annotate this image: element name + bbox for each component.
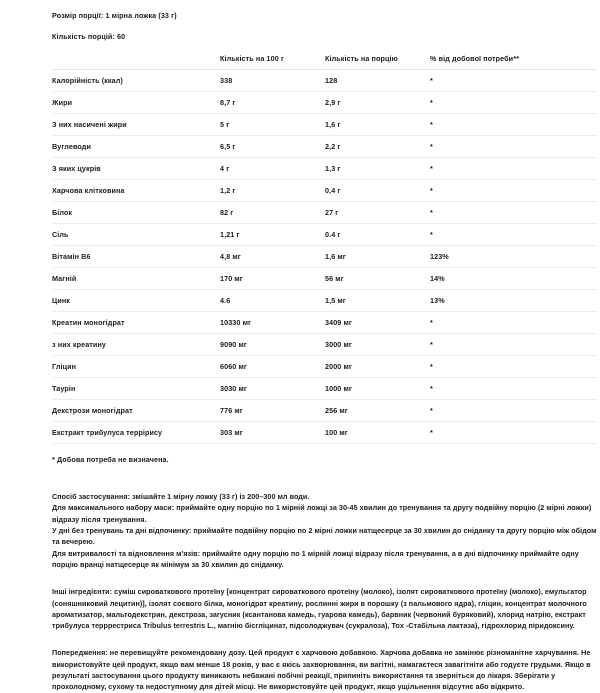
value-daily-percent: * (430, 136, 597, 158)
value-per-100g: 776 мг (220, 400, 325, 422)
value-daily-percent: * (430, 224, 597, 246)
table-row (52, 180, 597, 202)
table-row (52, 268, 597, 290)
value-daily-percent: * (430, 70, 597, 92)
value-per-100g: 10330 мг (220, 312, 325, 334)
value-per-100g: 9090 мг (220, 334, 325, 356)
column-header-daily-value: % від добової потреби** (430, 54, 597, 70)
value-per-serving: 1,3 г (325, 158, 430, 180)
value-daily-percent: * (430, 92, 597, 114)
value-daily-percent: * (430, 312, 597, 334)
table-row (52, 224, 597, 246)
usage-line: Спосіб застосування: змішайте 1 мірну ложку (33 г) із 200–300 мл води. (52, 492, 310, 502)
nutrient-name: Екстракт трибулуса террірису (52, 422, 220, 444)
value-per-100g: 82 г (220, 202, 325, 224)
value-daily-percent: 13% (430, 290, 597, 312)
value-per-serving: 1,6 мг (325, 246, 430, 268)
value-daily-percent: 123% (430, 246, 597, 268)
value-per-100g: 338 (220, 70, 325, 92)
value-per-100g: 5 г (220, 114, 325, 136)
value-daily-percent: * (430, 334, 597, 356)
value-per-serving: 2000 мг (325, 356, 430, 378)
column-header-per-serving: Кількість на порцію (325, 54, 430, 70)
value-per-serving: 27 г (325, 202, 430, 224)
serving-size-line: Розмір порції: 1 мірна ложка (33 г) (52, 11, 177, 20)
table-row (52, 158, 597, 180)
table-row (52, 70, 597, 92)
nutrient-name: Цинк (52, 290, 220, 312)
servings-per-container-line: Кількість порцій: 60 (52, 32, 126, 42)
table-row (52, 378, 597, 400)
value-per-100g: 4,8 мг (220, 246, 325, 268)
value-per-serving: 100 мг (325, 422, 430, 444)
nutrient-name: Сіль (52, 224, 220, 246)
value-daily-percent: * (430, 180, 597, 202)
value-per-100g: 1,21 г (220, 224, 325, 246)
value-daily-percent: * (430, 114, 597, 136)
value-per-serving: 1,5 мг (325, 290, 430, 312)
table-header-row (52, 54, 597, 70)
table-header (52, 54, 597, 70)
value-per-100g: 170 мг (220, 268, 325, 290)
table-row (52, 114, 597, 136)
value-per-serving: 256 мг (325, 400, 430, 422)
table-row (52, 422, 597, 444)
table-row (52, 400, 597, 422)
value-daily-percent: * (430, 202, 597, 224)
nutrient-name: Вуглеводи (52, 136, 220, 158)
usage-instructions (52, 491, 597, 570)
value-daily-percent: * (430, 422, 597, 444)
daily-value-footnote: * Добова потреба не визначена. (52, 455, 169, 465)
value-per-100g: 8,7 г (220, 92, 325, 114)
value-per-100g: 6,5 г (220, 136, 325, 158)
value-per-100g: 4.6 (220, 290, 325, 312)
warning-section (52, 647, 597, 692)
nutrient-name: Креатин моногідрат (52, 312, 220, 334)
ingredients-section (52, 586, 597, 631)
nutrient-name: Магній (52, 268, 220, 290)
value-per-100g: 303 мг (220, 422, 325, 444)
usage-line: У дні без тренувань та дні відпочинку: приймайте подвійну порцію по 2 мірні ложки натщесерце за 30 хвилин до сніданку та другу порцію між обідом та вечерею. (52, 526, 597, 547)
table-body (52, 70, 597, 444)
table-row (52, 92, 597, 114)
usage-line: Для максимального набору маси: приймайте одну порцію по 1 мірній ложці за 30-45 хвилин до тренування та другу подвійну порцію (2 мірні ложки) відразу після тренування. (52, 503, 592, 524)
table-row (52, 334, 597, 356)
value-per-serving: 3409 мг (325, 312, 430, 334)
value-per-serving: 128 (325, 70, 430, 92)
value-daily-percent: * (430, 378, 597, 400)
nutrient-name: Харчова клітковина (52, 180, 220, 202)
warning-text: Попередження: не перевищуйте рекомендовану дозу. Цей продукт є харчовою добавкою. Харчова добавка не замінює різноманітне харчування. Не використовуйте цей продукт, якщо вам менше 18 років, у вас є якісь захворювання, ви вагітні, намагаєтеся завагітніти або годуєте грудьми. Якщо в результаті застосування цього продукту виникають небажані побічні реакції, припиніть використання та зверніться до лікаря. Зберігати у прохолодному, сухому та недоступному для дітей місці. Не використовуйте цей продукт, якщо ущільнення відсутнє або відкрито. (52, 648, 591, 692)
nutrient-name: З яких цукрів (52, 158, 220, 180)
value-per-serving: 2,9 г (325, 92, 430, 114)
value-per-serving: 0,4 г (325, 180, 430, 202)
value-per-serving: 0.4 г (325, 224, 430, 246)
nutrient-name: З них насичені жири (52, 114, 220, 136)
table-row (52, 136, 597, 158)
usage-line: Для витривалості та відновлення м'язів: приймайте одну порцію по 1 мірній ложці відразу після тренування, а в дні відпочинку приймайте одну порцію вранці натщесерце як мінімум за 30 хвилин до сніданку. (52, 548, 579, 569)
ingredients-text: Інші інгредієнти: суміш сироваткового протеїну [концентрат сироваткового протеїну (молоко), ізолят сироваткового протеїну (молоко), емульгатор (соняшниковий лецитин)], ізолят соєвого білка, моногідрат креатину, рослинні жири в порошку (з пальмового ядра), гліцин, концентрат молочного ароматизатор, мальтодекстрин, декстроза, загусник (ксантанова камедь, гуарова камедь), барвник (червоний буряковий), хлорид натрію, екстракт трибулуса терррестриса Tribulus terrestris L., магнію бісгліцинат, підсолоджувач (сукралоза), Tox -Стабільна лактаза), гідрохлорид піридоксину. (52, 587, 587, 631)
nutrient-name: Декстрози моногідрат (52, 400, 220, 422)
value-daily-percent: 14% (430, 268, 597, 290)
nutrient-name: Жири (52, 92, 220, 114)
nutrient-name: Білок (52, 202, 220, 224)
value-per-100g: 4 г (220, 158, 325, 180)
nutrient-name: Калорійність (ккал) (52, 70, 220, 92)
table-row (52, 202, 597, 224)
value-daily-percent: * (430, 356, 597, 378)
nutrition-facts-table (52, 54, 597, 444)
table-row (52, 312, 597, 334)
value-daily-percent: * (430, 158, 597, 180)
value-daily-percent: * (430, 400, 597, 422)
value-per-serving: 1000 мг (325, 378, 430, 400)
nutrient-name: Вітамін B6 (52, 246, 220, 268)
value-per-100g: 1,2 г (220, 180, 325, 202)
column-header-per-100g: Кількість на 100 г (220, 54, 325, 70)
table-row (52, 356, 597, 378)
nutrient-name: Таурін (52, 378, 220, 400)
nutrient-name: з них креатину (52, 334, 220, 356)
value-per-serving: 56 мг (325, 268, 430, 290)
value-per-serving: 1,6 г (325, 114, 430, 136)
value-per-100g: 6060 мг (220, 356, 325, 378)
value-per-100g: 3030 мг (220, 378, 325, 400)
value-per-serving: 2,2 г (325, 136, 430, 158)
table-row (52, 246, 597, 268)
value-per-serving: 3000 мг (325, 334, 430, 356)
nutrient-name: Гліцин (52, 356, 220, 378)
column-header-nutrient (52, 54, 220, 70)
table-row (52, 290, 597, 312)
